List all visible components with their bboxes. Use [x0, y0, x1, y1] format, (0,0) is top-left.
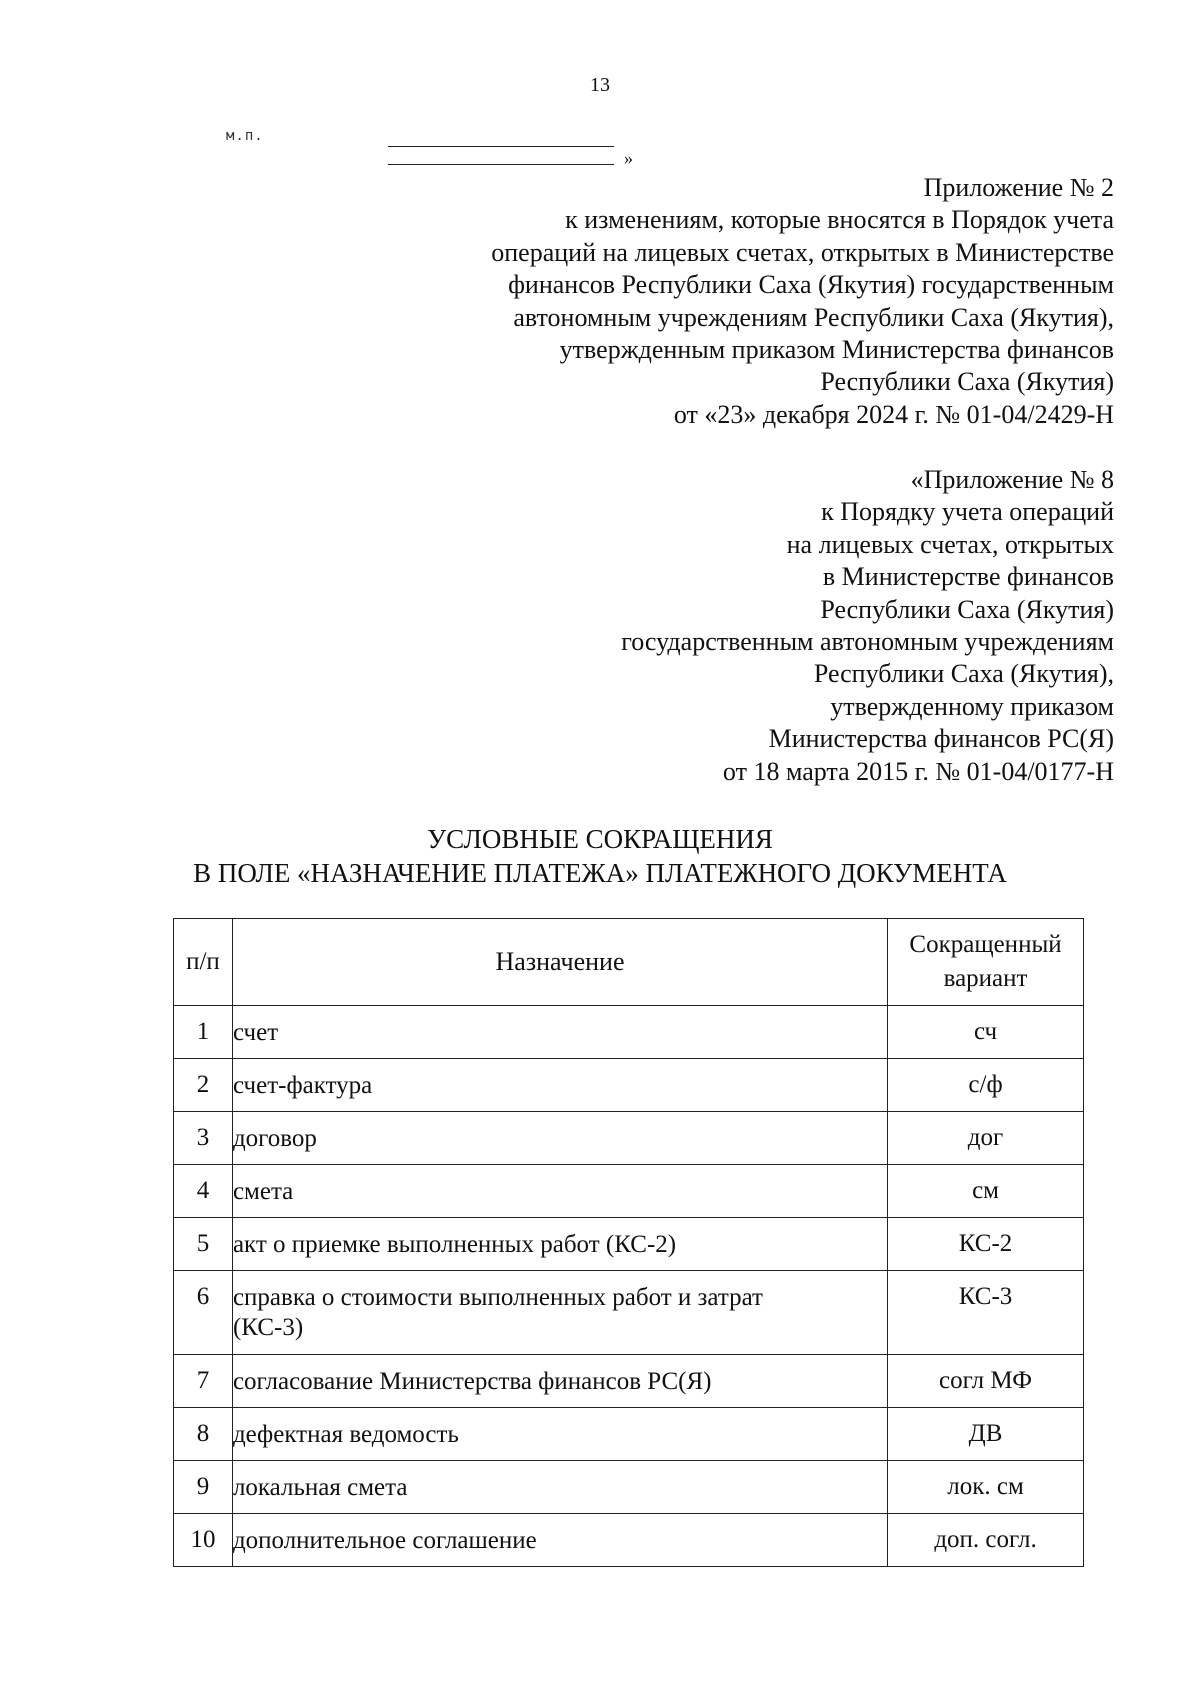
row-purpose-line-2: (КС-3)	[232, 1314, 304, 1341]
appendix-8-line: к Порядку учета операций	[821, 497, 1114, 527]
row-short: ДВ	[888, 1408, 1084, 1461]
table-row	[174, 1355, 1084, 1408]
appendix-8-line: утвержденному приказом	[830, 691, 1114, 721]
row-purpose-line-1: справка о стоимости выполненных работ и затрат	[232, 1284, 763, 1311]
row-purpose	[232, 1271, 887, 1355]
table-row	[174, 1514, 1084, 1567]
table-row	[174, 1408, 1084, 1461]
table-row	[174, 1059, 1084, 1112]
row-num: 1	[174, 1006, 233, 1059]
header-short	[888, 919, 1084, 1006]
appendix-8-header	[621, 464, 1114, 788]
row-purpose: согласование Министерства финансов РС(Я)	[232, 1355, 887, 1408]
appendix-8-line: «Приложение № 8	[910, 465, 1114, 494]
row-purpose: счет	[232, 1006, 887, 1059]
appendix-header-line: Республики Саха (Якутия)	[820, 367, 1114, 397]
row-num: 7	[174, 1355, 233, 1408]
appendix-8-line: государственным автономным учреждениям	[621, 627, 1114, 657]
appendix-header-line: операций на лицевых счетах, открытых в Министерстве	[491, 237, 1114, 267]
table-row	[174, 1271, 1084, 1355]
table-row	[174, 1218, 1084, 1271]
header-num: п/п	[174, 919, 233, 1006]
appendix-8-line: Республики Саха (Якутия)	[820, 594, 1114, 624]
row-short: лок. см	[888, 1461, 1084, 1514]
appendix-8-line: Республики Саха (Якутия),	[813, 659, 1114, 689]
appendix-header-line: к изменениям, которые вносятся в Порядок учета	[565, 205, 1114, 235]
title-line-2: В ПОЛЕ «НАЗНАЧЕНИЕ ПЛАТЕЖА» ПЛАТЕЖНОГО ДОКУМЕНТА	[193, 858, 1007, 888]
row-purpose: дефектная ведомость	[232, 1408, 887, 1461]
row-num: 10	[174, 1514, 233, 1567]
header-purpose: Назначение	[232, 919, 887, 1006]
table-row	[174, 1112, 1084, 1165]
appendix-header-line: утвержденным приказом Министерства финансов	[559, 335, 1114, 365]
table-row	[174, 1461, 1084, 1514]
closing-quote: »	[624, 148, 633, 168]
row-purpose: смета	[232, 1165, 887, 1218]
row-purpose: счет-фактура	[232, 1059, 887, 1112]
row-purpose: договор	[232, 1112, 887, 1165]
table-row	[174, 1006, 1084, 1059]
row-purpose: дополнительное соглашение	[232, 1514, 887, 1567]
signature-line	[388, 146, 614, 147]
title-line-1: УСЛОВНЫЕ СОКРАЩЕНИЯ	[427, 824, 773, 854]
appendix-8-line: на лицевых счетах, открытых	[786, 529, 1114, 559]
row-short: согл МФ	[888, 1355, 1084, 1408]
abbreviations-table	[173, 918, 1084, 1567]
row-purpose: акт о приемке выполненных работ (КС-2)	[232, 1218, 887, 1271]
row-short: дог	[888, 1112, 1084, 1165]
row-num: 4	[174, 1165, 233, 1218]
page-number: 13	[590, 74, 610, 96]
table-row	[174, 1165, 1084, 1218]
row-short: с/ф	[888, 1059, 1084, 1112]
appendix-8-line: от 18 марта 2015 г. № 01-04/0177-Н	[722, 756, 1114, 786]
row-num: 6	[174, 1271, 233, 1355]
appendix-header-line: автономным учреждениям Республики Саха (Якутия),	[513, 302, 1114, 332]
appendix-header-line: финансов Республики Саха (Якутия) государственным	[508, 270, 1114, 300]
row-num: 9	[174, 1461, 233, 1514]
appendix-8-line: в Министерстве финансов	[822, 562, 1114, 592]
header-short-line-1: Сокращенный	[909, 931, 1062, 958]
appendix-8-line: Министерства финансов РС(Я)	[768, 724, 1114, 754]
appendix-header-line: от «23» декабря 2024 г. № 01-04/2429-Н	[673, 399, 1114, 429]
row-num: 3	[174, 1112, 233, 1165]
row-num: 2	[174, 1059, 233, 1112]
appendix-2-header	[491, 172, 1114, 431]
row-short: КС-2	[888, 1218, 1084, 1271]
row-short: доп. согл.	[888, 1514, 1084, 1567]
row-short: КС-3	[888, 1271, 1084, 1355]
document-title	[0, 822, 1200, 890]
row-short: сч	[888, 1006, 1084, 1059]
stamp-label: м.п.	[226, 128, 264, 144]
signature-line	[388, 164, 614, 165]
row-short: см	[888, 1165, 1084, 1218]
row-num: 8	[174, 1408, 233, 1461]
table-header-row	[174, 919, 1084, 1006]
appendix-header-line: Приложение № 2	[923, 173, 1114, 202]
row-num: 5	[174, 1218, 233, 1271]
row-purpose: локальная смета	[232, 1461, 887, 1514]
header-short-line-2: вариант	[943, 965, 1028, 992]
